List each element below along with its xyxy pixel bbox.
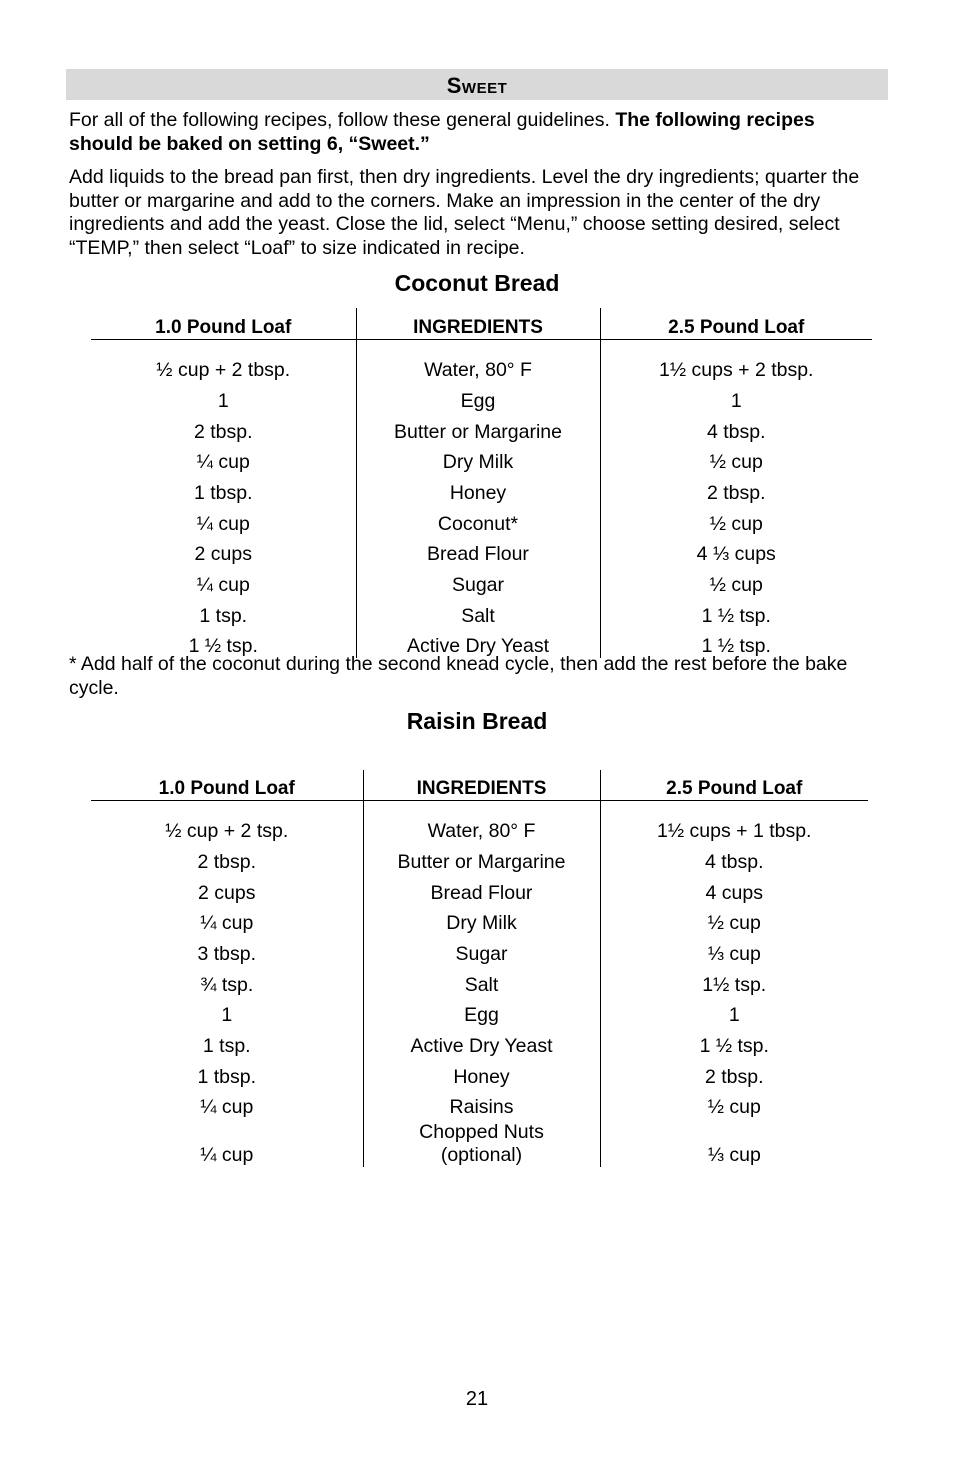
intro-bold-text: The following recipes should be baked on setting 6, “Sweet.”: [69, 109, 815, 155]
spacer-row: [91, 800, 868, 813]
spacer-cell: [91, 339, 356, 352]
large-loaf-amount: ½ cup: [709, 512, 763, 535]
spacer-cell: [363, 800, 600, 813]
table-header-row: [91, 770, 868, 800]
ingredient-name: Water, 80° F: [363, 813, 600, 844]
coconut-bread-title: Coconut Bread: [394, 270, 560, 296]
ingredient-name: Bread Flour: [363, 874, 600, 905]
small-loaf-amount: 2 tbsp.: [193, 420, 253, 443]
table-row: [91, 536, 872, 567]
ingredient-name: Water, 80° F: [356, 352, 600, 383]
header-small-loaf: 1.0 Pound Loaf: [91, 308, 356, 339]
table-row: [91, 813, 868, 844]
large-loaf-amount: ½ cup: [707, 912, 761, 935]
ingredient-name: Egg: [356, 382, 600, 413]
small-loaf-amount: ½ cup + 2 tsp.: [165, 820, 289, 843]
small-loaf-amount: ¼ cup: [196, 451, 250, 474]
small-loaf-amount: 1: [221, 1004, 233, 1027]
large-loaf-amount: 1: [730, 389, 742, 412]
header-ingredients: INGREDIENTS: [363, 770, 600, 800]
table-row: [91, 597, 872, 628]
table-row: [91, 966, 868, 997]
intro-paragraph: [69, 109, 879, 156]
ingredient-name: Dry Milk: [356, 444, 600, 475]
large-loaf-amount: ½ cup: [709, 451, 763, 474]
large-loaf-amount: 4 tbsp.: [704, 850, 764, 873]
coconut-footnote: * Add half of the coconut during the second knead cycle, then add the rest before the bake cycle.: [69, 653, 848, 699]
small-loaf-amount: 1 ½ tsp.: [188, 635, 258, 658]
large-loaf-amount: ⅓ cup: [707, 1144, 761, 1167]
ingredient-name: Salt: [363, 966, 600, 997]
large-loaf-amount: 4 ⅓ cups: [696, 543, 776, 566]
table-row: [91, 905, 868, 936]
small-loaf-amount: 3 tbsp.: [197, 942, 257, 965]
large-loaf-amount: 1 ½ tsp.: [699, 1035, 769, 1057]
spacer-cell: [91, 800, 363, 813]
raisin-bread-table: [91, 770, 868, 1167]
ingredient-name: Raisins: [363, 1089, 600, 1120]
ingredient-name: Egg: [363, 997, 600, 1028]
table-row: [91, 444, 872, 475]
table-row: [91, 1027, 868, 1058]
large-loaf-amount: 1 ½ tsp.: [701, 604, 771, 627]
ingredient-name: Dry Milk: [363, 905, 600, 936]
large-loaf-amount: ½ cup: [707, 1096, 761, 1119]
ingredient-name: Salt: [356, 597, 600, 628]
header-large-loaf: 2.5 Pound Loaf: [600, 770, 868, 800]
small-loaf-amount: 2 tbsp.: [197, 850, 257, 873]
table-row: [91, 352, 872, 383]
small-loaf-amount: 2 cups: [198, 881, 256, 904]
small-loaf-amount: ¼ cup: [196, 574, 250, 596]
small-loaf-amount: ½ cup + 2 tbsp.: [156, 359, 291, 382]
small-loaf-amount: 1 tbsp.: [197, 1065, 257, 1088]
intro-text: For all of the following recipes, follow these general guidelines.: [69, 109, 616, 131]
small-loaf-amount: ¼ cup: [200, 1144, 254, 1167]
spacer-cell: [356, 339, 600, 352]
header-ingredients: INGREDIENTS: [356, 308, 600, 339]
table-row: [91, 505, 872, 536]
small-loaf-amount: 1 tsp.: [202, 1035, 251, 1057]
ingredient-name: Coconut*: [356, 505, 600, 536]
ingredient-name: Bread Flour: [356, 536, 600, 567]
table-row: [91, 874, 868, 905]
large-loaf-amount: 1½ cups + 1 tbsp.: [657, 820, 812, 843]
table-row: [91, 843, 868, 874]
ingredient-name: Chopped Nuts (optional): [363, 1119, 600, 1167]
large-loaf-amount: 1½ cups + 2 tbsp.: [659, 359, 814, 382]
table-row: [91, 935, 868, 966]
ingredient-name: Butter or Margarine: [363, 843, 600, 874]
table-row: [91, 566, 872, 597]
ingredient-name: Butter or Margarine: [356, 413, 600, 444]
table-row: [91, 1089, 868, 1120]
ingredient-name: Active Dry Yeast: [356, 628, 600, 659]
header-large-loaf: 2.5 Pound Loaf: [600, 308, 872, 339]
spacer-cell: [600, 800, 868, 813]
raisin-bread-title: Raisin Bread: [406, 708, 548, 734]
small-loaf-amount: 1 tsp.: [199, 604, 248, 627]
large-loaf-amount: 1 ½ tsp.: [701, 635, 771, 658]
small-loaf-amount: ¾ tsp.: [200, 973, 254, 996]
coconut-bread-table: [91, 308, 872, 658]
spacer-row: [91, 339, 872, 352]
large-loaf-amount: 2 tbsp.: [706, 481, 766, 504]
table-row: [91, 474, 872, 505]
table-row: [91, 1058, 868, 1089]
table-row: [91, 1119, 868, 1167]
large-loaf-amount: 2 tbsp.: [704, 1065, 764, 1088]
large-loaf-amount: 4 cups: [705, 881, 763, 904]
table-row: [91, 413, 872, 444]
small-loaf-amount: ¼ cup: [196, 512, 250, 535]
page-number: 21: [465, 1388, 489, 1410]
small-loaf-amount: 1: [217, 389, 229, 412]
ingredient-name: Sugar: [363, 935, 600, 966]
large-loaf-amount: ⅓ cup: [707, 942, 761, 965]
ingredient-name: Honey: [363, 1058, 600, 1089]
table-header-row: [91, 308, 872, 339]
small-loaf-amount: ¼ cup: [200, 912, 254, 935]
large-loaf-amount: 1: [728, 1004, 740, 1027]
large-loaf-amount: ½ cup: [709, 574, 763, 596]
large-loaf-amount: 4 tbsp.: [706, 420, 766, 443]
table-row: [91, 382, 872, 413]
ingredient-name: Sugar: [356, 566, 600, 597]
table-row: [91, 997, 868, 1028]
spacer-cell: [600, 339, 872, 352]
section-banner: [66, 69, 888, 100]
small-loaf-amount: 1 tbsp.: [193, 481, 253, 504]
header-small-loaf: 1.0 Pound Loaf: [91, 770, 363, 800]
large-loaf-amount: 1½ tsp.: [702, 973, 767, 996]
ingredient-name: Honey: [356, 474, 600, 505]
small-loaf-amount: ¼ cup: [200, 1096, 254, 1119]
instructions-paragraph: Add liquids to the bread pan first, then dry ingredients. Level the dry ingredients; quarter the butter or margarine and add to the corners. Make an impression in the center of the dry ingredients and add the yeast. Close the lid, select “Menu,” choose setting desired, select “TEMP,” then select “Loaf” to size indicated in recipe.: [69, 166, 860, 259]
section-title: Sweet: [446, 73, 508, 98]
ingredient-name: Active Dry Yeast: [363, 1027, 600, 1058]
small-loaf-amount: 2 cups: [194, 543, 252, 566]
